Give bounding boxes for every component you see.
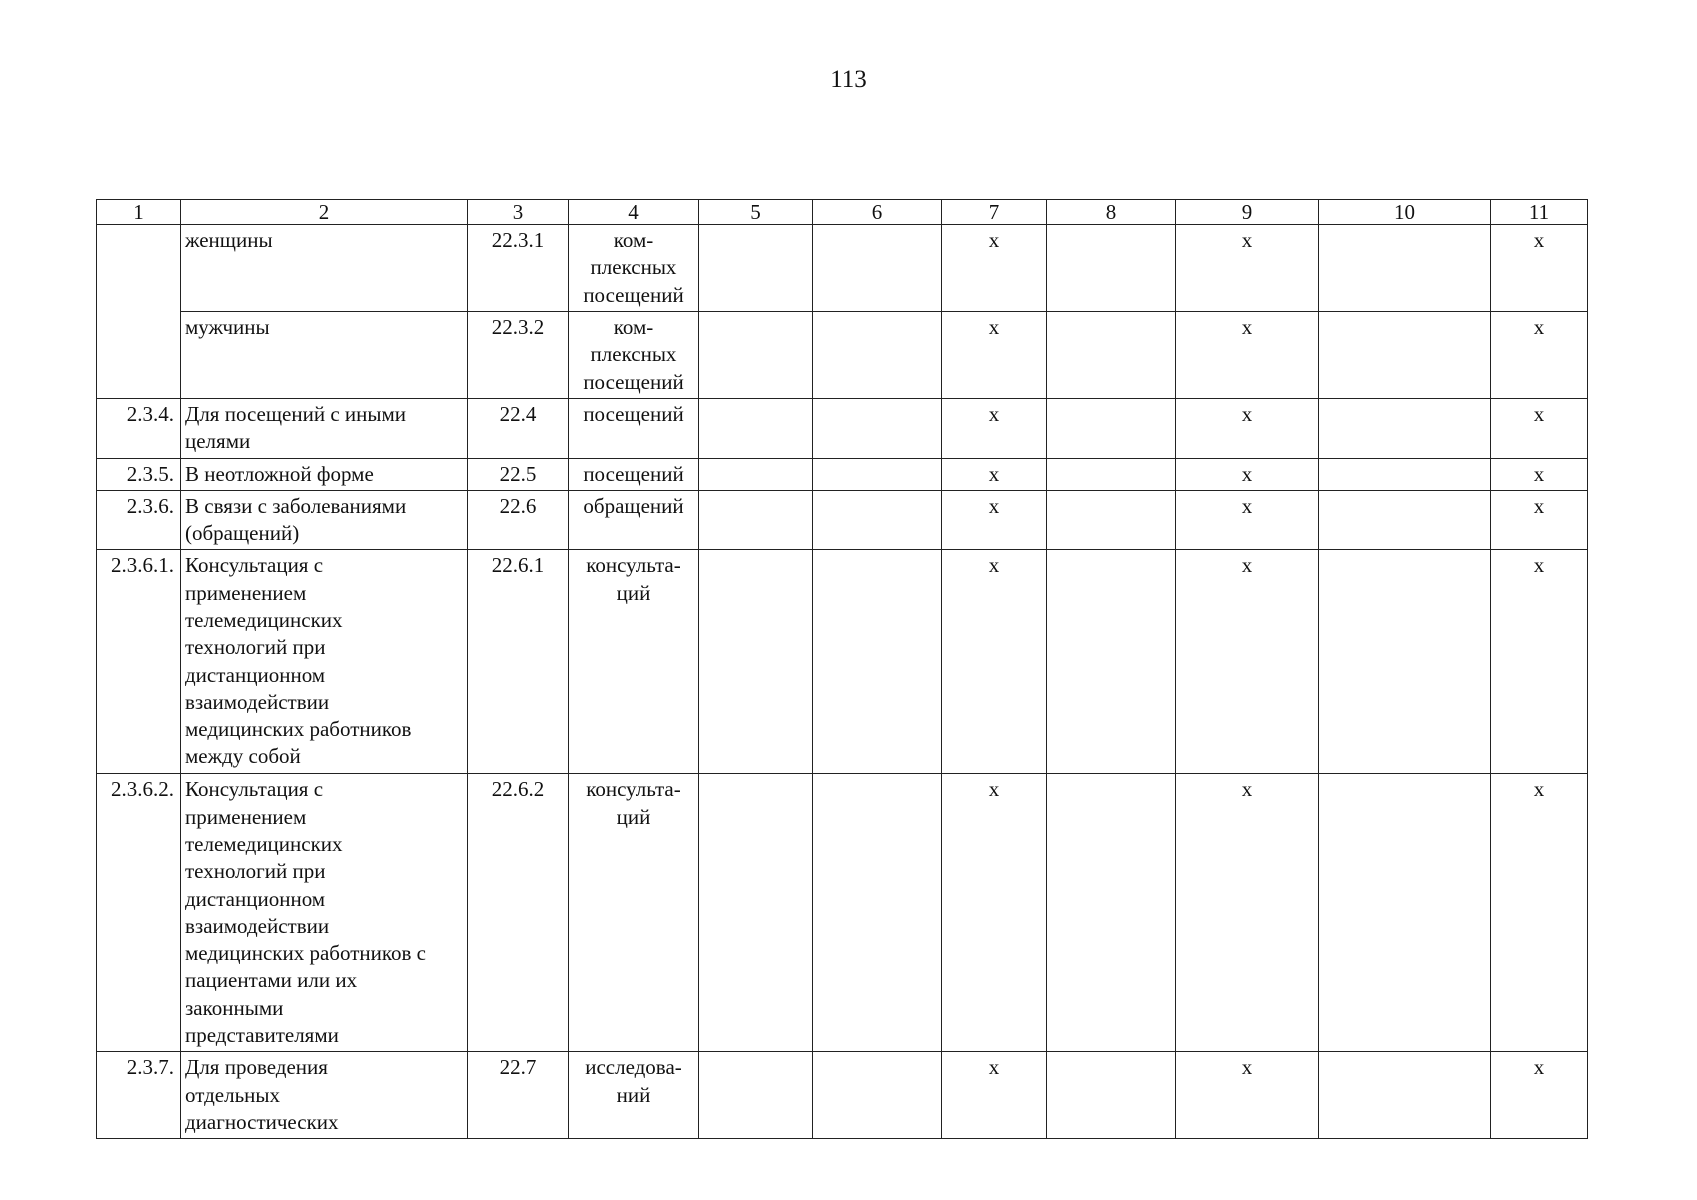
row-name-cell: Консультация с применением телемедицинских технологий при дистанционном взаимодействии медицинских работников с пациентами или их законными представителями (181, 774, 468, 1052)
row-col9-cell: x (1176, 550, 1319, 774)
row-col11-cell: x (1491, 458, 1588, 490)
table-row (97, 1052, 1588, 1139)
row-name-cell: Для посещений с иными целями (181, 398, 468, 458)
empty-cell (1319, 774, 1491, 1052)
table-row (97, 398, 1588, 458)
column-header-3: 3 (468, 200, 569, 225)
row-code-cell: 22.4 (468, 398, 569, 458)
row-col7-cell: x (942, 490, 1047, 550)
table-row (97, 458, 1588, 490)
row-name-cell: Для проведения отдельных диагностических (181, 1052, 468, 1139)
row-number-cell: 2.3.5. (97, 458, 181, 490)
row-name-cell: женщины (181, 225, 468, 312)
row-number-cell: 2.3.7. (97, 1052, 181, 1139)
row-number-cell: 2.3.6.2. (97, 774, 181, 1052)
row-col11-cell: x (1491, 774, 1588, 1052)
column-header-11: 11 (1491, 200, 1588, 225)
row-col7-cell: x (942, 225, 1047, 312)
empty-cell (813, 398, 942, 458)
row-number-cell: 2.3.4. (97, 398, 181, 458)
empty-cell (1047, 312, 1176, 399)
table-row (97, 550, 1588, 774)
empty-cell (813, 774, 942, 1052)
row-unit-cell: посещений (569, 458, 699, 490)
row-unit-cell: ком- плексных посещений (569, 312, 699, 399)
row-code-cell: 22.5 (468, 458, 569, 490)
row-unit-cell: консульта- ций (569, 774, 699, 1052)
row-name-cell: В связи с заболеваниями (обращений) (181, 490, 468, 550)
row-unit-cell: консульта- ций (569, 550, 699, 774)
empty-cell (813, 550, 942, 774)
row-name-cell: Консультация с применением телемедицинских технологий при дистанционном взаимодействии медицинских работников между собой (181, 550, 468, 774)
column-header-2: 2 (181, 200, 468, 225)
row-code-cell: 22.6 (468, 490, 569, 550)
row-col11-cell: x (1491, 490, 1588, 550)
empty-cell (699, 1052, 813, 1139)
row-col7-cell: x (942, 398, 1047, 458)
empty-cell (699, 550, 813, 774)
row-col9-cell: x (1176, 398, 1319, 458)
row-col9-cell: x (1176, 774, 1319, 1052)
row-col7-cell: x (942, 458, 1047, 490)
row-unit-cell: посещений (569, 398, 699, 458)
row-col11-cell: x (1491, 550, 1588, 774)
empty-cell (1047, 398, 1176, 458)
empty-cell (813, 490, 942, 550)
row-col9-cell: x (1176, 1052, 1319, 1139)
empty-cell (699, 490, 813, 550)
row-code-cell: 22.6.1 (468, 550, 569, 774)
row-number-cell: 2.3.6.1. (97, 550, 181, 774)
empty-cell (1319, 1052, 1491, 1139)
column-header-8: 8 (1047, 200, 1176, 225)
empty-cell (813, 1052, 942, 1139)
row-code-cell: 22.7 (468, 1052, 569, 1139)
empty-cell (1319, 550, 1491, 774)
row-name-cell: мужчины (181, 312, 468, 399)
column-header-7: 7 (942, 200, 1047, 225)
row-col7-cell: x (942, 550, 1047, 774)
empty-cell (1047, 490, 1176, 550)
empty-cell (1319, 458, 1491, 490)
row-col9-cell: x (1176, 225, 1319, 312)
row-col9-cell: x (1176, 490, 1319, 550)
empty-cell (699, 312, 813, 399)
empty-cell (813, 312, 942, 399)
column-header-9: 9 (1176, 200, 1319, 225)
data-table (96, 199, 1588, 1139)
table-row (97, 490, 1588, 550)
empty-cell (1319, 312, 1491, 399)
row-col11-cell: x (1491, 225, 1588, 312)
row-code-cell: 22.6.2 (468, 774, 569, 1052)
empty-cell (699, 398, 813, 458)
row-col11-cell: x (1491, 1052, 1588, 1139)
table-row (97, 312, 1588, 399)
empty-cell (813, 225, 942, 312)
column-header-1: 1 (97, 200, 181, 225)
table-row (97, 774, 1588, 1052)
empty-cell (813, 458, 942, 490)
row-number-cell: 2.3.6. (97, 490, 181, 550)
empty-cell (1319, 225, 1491, 312)
empty-cell (1319, 398, 1491, 458)
empty-cell (1047, 550, 1176, 774)
table-row (97, 225, 1588, 312)
empty-cell (1047, 225, 1176, 312)
row-col7-cell: x (942, 1052, 1047, 1139)
table-header-row (97, 200, 1588, 225)
row-unit-cell: исследова- ний (569, 1052, 699, 1139)
row-unit-cell: ком- плексных посещений (569, 225, 699, 312)
column-header-6: 6 (813, 200, 942, 225)
empty-cell (1319, 490, 1491, 550)
row-col7-cell: x (942, 312, 1047, 399)
row-col11-cell: x (1491, 312, 1588, 399)
empty-cell (1047, 458, 1176, 490)
empty-cell (699, 458, 813, 490)
row-code-cell: 22.3.2 (468, 312, 569, 399)
row-unit-cell: обращений (569, 490, 699, 550)
page-number: 113 (830, 66, 867, 93)
row-col9-cell: x (1176, 458, 1319, 490)
row-col7-cell: x (942, 774, 1047, 1052)
empty-cell (1047, 1052, 1176, 1139)
row-number-cell (97, 225, 181, 399)
empty-cell (699, 774, 813, 1052)
column-header-10: 10 (1319, 200, 1491, 225)
empty-cell (699, 225, 813, 312)
column-header-5: 5 (699, 200, 813, 225)
row-code-cell: 22.3.1 (468, 225, 569, 312)
row-name-cell: В неотложной форме (181, 458, 468, 490)
row-col11-cell: x (1491, 398, 1588, 458)
row-col9-cell: x (1176, 312, 1319, 399)
empty-cell (1047, 774, 1176, 1052)
column-header-4: 4 (569, 200, 699, 225)
